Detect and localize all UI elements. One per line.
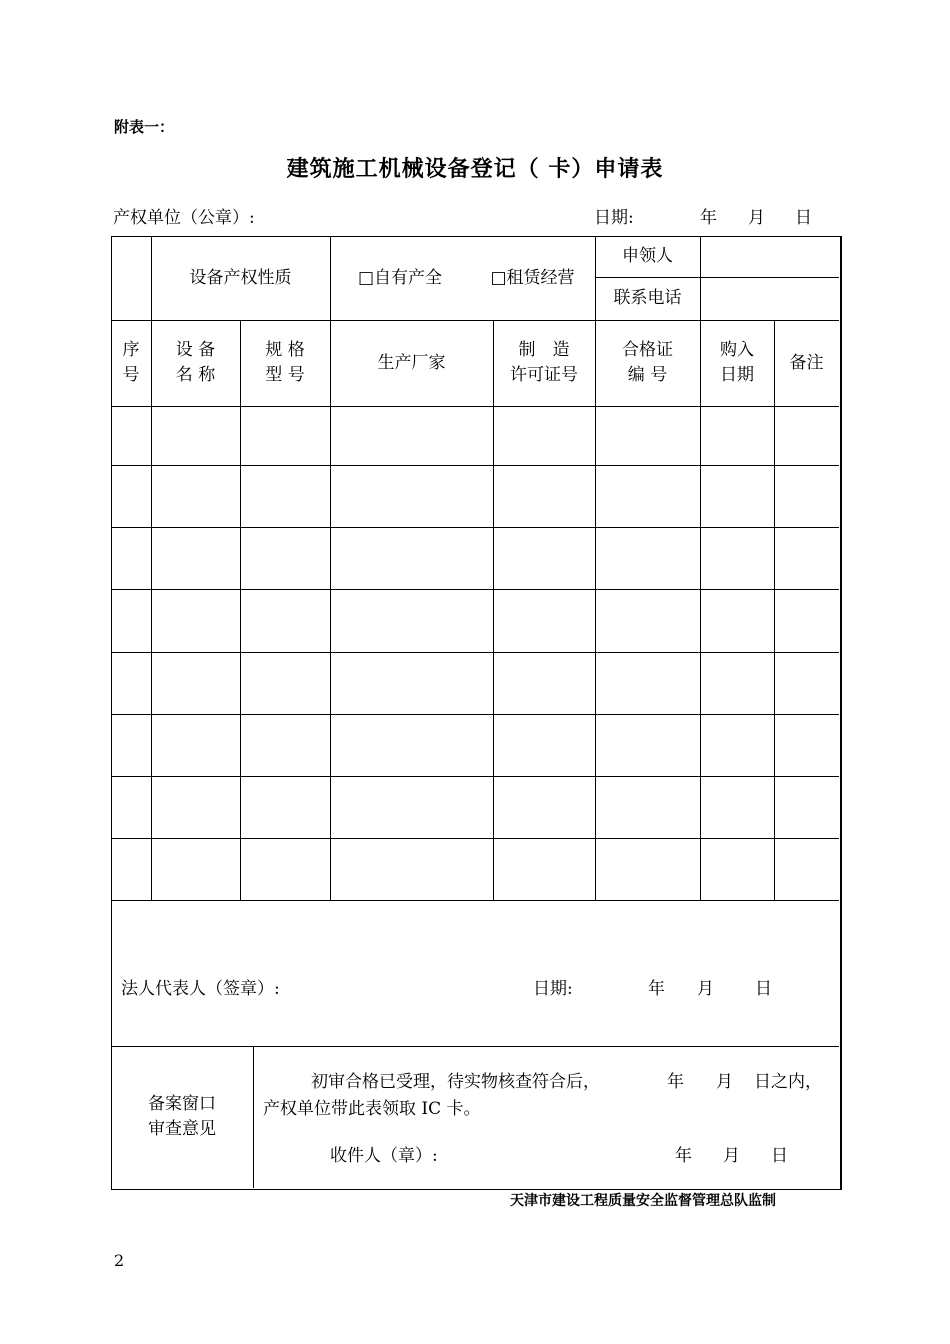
receiver-day-label: 日 — [771, 1146, 788, 1166]
header-year-label: 年 — [700, 208, 717, 228]
table-cell[interactable] — [595, 589, 700, 652]
column-header-serial: 序 号 — [122, 340, 140, 385]
column-header-remarks: 备注 — [789, 352, 824, 373]
page-number: 2 — [114, 1251, 125, 1270]
table-cell[interactable] — [700, 465, 774, 527]
table-cell[interactable] — [774, 838, 839, 900]
table-cell[interactable] — [111, 465, 151, 527]
receiver-label: 收件人（章）: — [330, 1146, 438, 1166]
table-cell[interactable] — [595, 714, 700, 776]
column-header-purchase-date: 购入 日期 — [720, 340, 754, 385]
column-header-certificate-no: 合格证 编 号 — [622, 340, 673, 385]
column-header-manufacturer: 生产厂家 — [377, 352, 446, 373]
review-text-line1: 初审合格已受理，待实物核查符合后， — [311, 1072, 600, 1092]
table-cell[interactable] — [595, 838, 700, 900]
review-window-label: 备案窗口 审查意见 — [148, 1094, 216, 1139]
review-day-within: 日之内， — [754, 1072, 822, 1092]
table-cell[interactable] — [595, 406, 700, 465]
column-header-license-no: 制 造 许可证号 — [510, 340, 578, 385]
table-cell[interactable] — [240, 838, 330, 900]
table-cell[interactable] — [774, 406, 839, 465]
table-cell[interactable] — [151, 406, 240, 465]
table-cell[interactable] — [151, 776, 240, 838]
table-cell[interactable] — [240, 652, 330, 714]
legal-month-label: 月 — [697, 979, 714, 999]
table-cell[interactable] — [330, 465, 493, 527]
table-cell[interactable] — [151, 527, 240, 589]
receiver-year-label: 年 — [675, 1146, 692, 1166]
table-cell[interactable] — [595, 776, 700, 838]
table-cell[interactable] — [330, 714, 493, 776]
option-leased[interactable]: □租赁经营 — [490, 267, 575, 288]
table-cell[interactable] — [700, 652, 774, 714]
table-cell[interactable] — [493, 527, 595, 589]
table-cell[interactable] — [700, 406, 774, 465]
table-cell[interactable] — [700, 589, 774, 652]
header-date-label: 日期: — [594, 208, 634, 228]
table-cell[interactable] — [700, 838, 774, 900]
table-cell[interactable] — [774, 527, 839, 589]
table-cell[interactable] — [240, 406, 330, 465]
legal-date-label: 日期: — [533, 979, 573, 999]
table-cell[interactable] — [493, 776, 595, 838]
table-cell[interactable] — [774, 776, 839, 838]
table-cell[interactable] — [774, 714, 839, 776]
table-cell[interactable] — [330, 776, 493, 838]
table-cell[interactable] — [493, 714, 595, 776]
header-day-label: 日 — [795, 208, 812, 228]
phone-field[interactable] — [700, 277, 839, 320]
legal-rep-label: 法人代表人（签章）: — [121, 979, 280, 999]
table-cell[interactable] — [111, 589, 151, 652]
table-cell[interactable] — [240, 527, 330, 589]
legal-day-label: 日 — [755, 979, 772, 999]
table-cell[interactable] — [240, 465, 330, 527]
column-header-model: 规 格 型 号 — [265, 340, 305, 385]
table-cell[interactable] — [111, 776, 151, 838]
table-cell[interactable] — [111, 527, 151, 589]
review-year-label: 年 — [667, 1072, 684, 1092]
table-cell[interactable] — [330, 406, 493, 465]
legal-year-label: 年 — [648, 979, 665, 999]
table-cell[interactable] — [493, 589, 595, 652]
header-month-label: 月 — [748, 208, 765, 228]
form-title: 建筑施工机械设备登记（ 卡）申请表 — [286, 157, 664, 182]
table-cell[interactable] — [595, 465, 700, 527]
receiver-month-label: 月 — [723, 1146, 740, 1166]
table-cell[interactable] — [493, 465, 595, 527]
attachment-label: 附表一： — [114, 118, 175, 136]
table-cell[interactable] — [151, 589, 240, 652]
option-self-owned[interactable]: □自有产全 — [357, 267, 443, 288]
applicant-field[interactable] — [700, 236, 839, 277]
table-cell[interactable] — [151, 652, 240, 714]
table-cell[interactable] — [774, 652, 839, 714]
table-cell[interactable] — [595, 652, 700, 714]
table-cell[interactable] — [111, 714, 151, 776]
table-cell[interactable] — [151, 465, 240, 527]
review-month-label: 月 — [716, 1072, 733, 1092]
column-header-equipment-name: 设 备 名 称 — [175, 340, 216, 385]
applicant-label: 申领人 — [622, 246, 673, 266]
table-cell[interactable] — [700, 776, 774, 838]
table-cell[interactable] — [700, 714, 774, 776]
table-cell[interactable] — [330, 652, 493, 714]
table-cell[interactable] — [493, 652, 595, 714]
phone-label: 联系电话 — [613, 288, 682, 308]
table-cell[interactable] — [240, 776, 330, 838]
table-cell[interactable] — [111, 406, 151, 465]
owner-unit-label: 产权单位（公章）: — [113, 208, 255, 228]
table-cell[interactable] — [493, 838, 595, 900]
table-cell[interactable] — [774, 465, 839, 527]
table-cell[interactable] — [151, 838, 240, 900]
table-cell[interactable] — [240, 589, 330, 652]
table-cell[interactable] — [151, 714, 240, 776]
ownership-label: 设备产权性质 — [189, 267, 292, 288]
table-cell[interactable] — [595, 527, 700, 589]
table-cell[interactable] — [111, 838, 151, 900]
divider — [253, 1046, 254, 1188]
table-cell[interactable] — [330, 838, 493, 900]
table-cell[interactable] — [774, 589, 839, 652]
table-cell[interactable] — [700, 527, 774, 589]
table-cell[interactable] — [111, 652, 151, 714]
table-cell[interactable] — [330, 589, 493, 652]
table-cell[interactable] — [240, 714, 330, 776]
review-text-line2: 产权单位带此表领取 IC 卡。 — [263, 1099, 481, 1119]
table-cell[interactable] — [330, 527, 493, 589]
divider — [111, 900, 839, 901]
issuer-footer: 天津市建设工程质量安全监督管理总队监制 — [510, 1193, 776, 1209]
table-cell[interactable] — [493, 406, 595, 465]
